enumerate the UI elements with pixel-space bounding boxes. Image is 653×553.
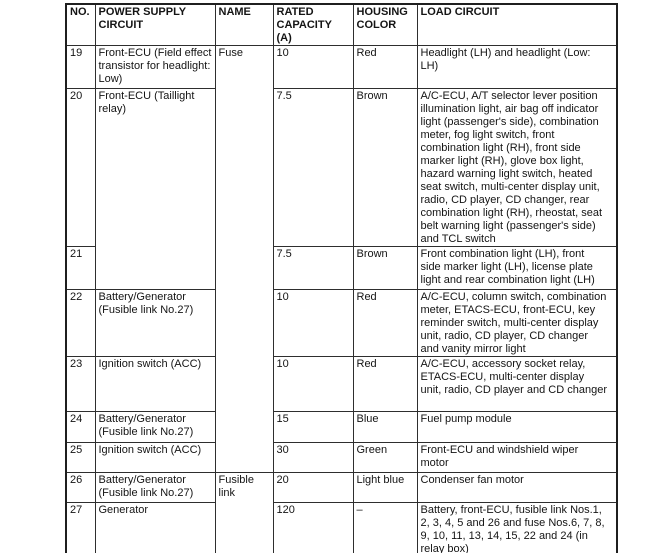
cell-housing-color: Brown xyxy=(353,89,417,247)
table-row-24 xyxy=(66,412,617,443)
cell-load-circuit: Headlight (LH) and headlight (Low: LH) xyxy=(417,46,617,89)
cell-no: 19 xyxy=(66,46,95,89)
cell-housing-color: Light blue xyxy=(353,473,417,503)
cell-rated-capacity: 20 xyxy=(273,473,353,503)
table-row-25 xyxy=(66,443,617,473)
cell-load-circuit: A/C-ECU, column switch, combination meter, ETACS-ECU, front-ECU, key reminder switch, multi-center display unit, radio, CD player, CD changer and vanity mirror light xyxy=(417,290,617,357)
table-row-26 xyxy=(66,473,617,503)
table-row-23 xyxy=(66,357,617,412)
table-row-22 xyxy=(66,290,617,357)
cell-housing-color: Red xyxy=(353,290,417,357)
cell-no: 20 xyxy=(66,89,95,247)
cell-rated-capacity: 15 xyxy=(273,412,353,443)
cell-housing-color: Blue xyxy=(353,412,417,443)
cell-power-supply-circuit: Battery/Generator (Fusible link No.27) xyxy=(95,412,215,443)
cell-rated-capacity: 10 xyxy=(273,46,353,89)
cell-housing-color: Green xyxy=(353,443,417,473)
table-row-20 xyxy=(66,89,617,247)
column-header-no: NO. xyxy=(66,4,95,46)
cell-no: 27 xyxy=(66,503,95,553)
column-header-name: NAME xyxy=(215,4,273,46)
cell-load-circuit: Fuel pump module xyxy=(417,412,617,443)
cell-load-circuit: Front-ECU and windshield wiper motor xyxy=(417,443,617,473)
cell-housing-color: Red xyxy=(353,357,417,412)
cell-load-circuit: Condenser fan motor xyxy=(417,473,617,503)
table-row-19 xyxy=(66,46,617,89)
cell-rated-capacity: 10 xyxy=(273,357,353,412)
cell-power-supply-circuit: Battery/Generator (Fusible link No.27) xyxy=(95,290,215,357)
header-row xyxy=(66,4,617,46)
cell-power-supply-circuit: Front-ECU (Taillight relay) xyxy=(95,89,215,290)
cell-no: 25 xyxy=(66,443,95,473)
cell-rated-capacity: 7.5 xyxy=(273,247,353,290)
cell-housing-color: Red xyxy=(353,46,417,89)
cell-no: 26 xyxy=(66,473,95,503)
cell-load-circuit: A/C-ECU, A/T selector lever position illumination light, air bag off indicator light (passenger's side), combination meter, fog light switch, front combination light (RH), front side marker light (RH), glove box light, hazard warning light switch, heated seat switch, multi-center display unit, radio, CD player, CD changer, rear combination light (RH), rheostat, seat belt warning light (passenger's side) and TCL switch xyxy=(417,89,617,247)
fuse-circuit-table xyxy=(65,3,618,553)
column-header-housing-color: HOUSING COLOR xyxy=(353,4,417,46)
cell-power-supply-circuit: Generator xyxy=(95,503,215,553)
column-header-load-circuit: LOAD CIRCUIT xyxy=(417,4,617,46)
cell-name-fusible-link: Fusible link xyxy=(215,473,273,553)
cell-housing-color: Brown xyxy=(353,247,417,290)
cell-no: 21 xyxy=(66,247,95,290)
cell-load-circuit: Battery, front-ECU, fusible link Nos.1, 2, 3, 4, 5 and 26 and fuse Nos.6, 7, 8, 9, 10, 11, 13, 14, 15, 22 and 24 (in relay box) xyxy=(417,503,617,553)
table-row-27 xyxy=(66,503,617,553)
cell-power-supply-circuit: Ignition switch (ACC) xyxy=(95,443,215,473)
cell-power-supply-circuit: Battery/Generator (Fusible link No.27) xyxy=(95,473,215,503)
cell-load-circuit: Front combination light (LH), front side marker light (LH), license plate light and rear combination light (LH) xyxy=(417,247,617,290)
cell-rated-capacity: 30 xyxy=(273,443,353,473)
cell-rated-capacity: 120 xyxy=(273,503,353,553)
cell-no: 23 xyxy=(66,357,95,412)
cell-rated-capacity: 7.5 xyxy=(273,89,353,247)
cell-no: 24 xyxy=(66,412,95,443)
cell-load-circuit: A/C-ECU, accessory socket relay, ETACS-ECU, multi-center display unit, radio, CD player and CD changer xyxy=(417,357,617,412)
cell-power-supply-circuit: Front-ECU (Field effect transistor for headlight: Low) xyxy=(95,46,215,89)
cell-no: 22 xyxy=(66,290,95,357)
column-header-power-supply-circuit: POWER SUPPLY CIRCUIT xyxy=(95,4,215,46)
cell-housing-color: – xyxy=(353,503,417,553)
cell-power-supply-circuit: Ignition switch (ACC) xyxy=(95,357,215,412)
cell-rated-capacity: 10 xyxy=(273,290,353,357)
cell-name-fuse: Fuse xyxy=(215,46,273,473)
column-header-rated-capacity: RATED CAPACITY (A) xyxy=(273,4,353,46)
